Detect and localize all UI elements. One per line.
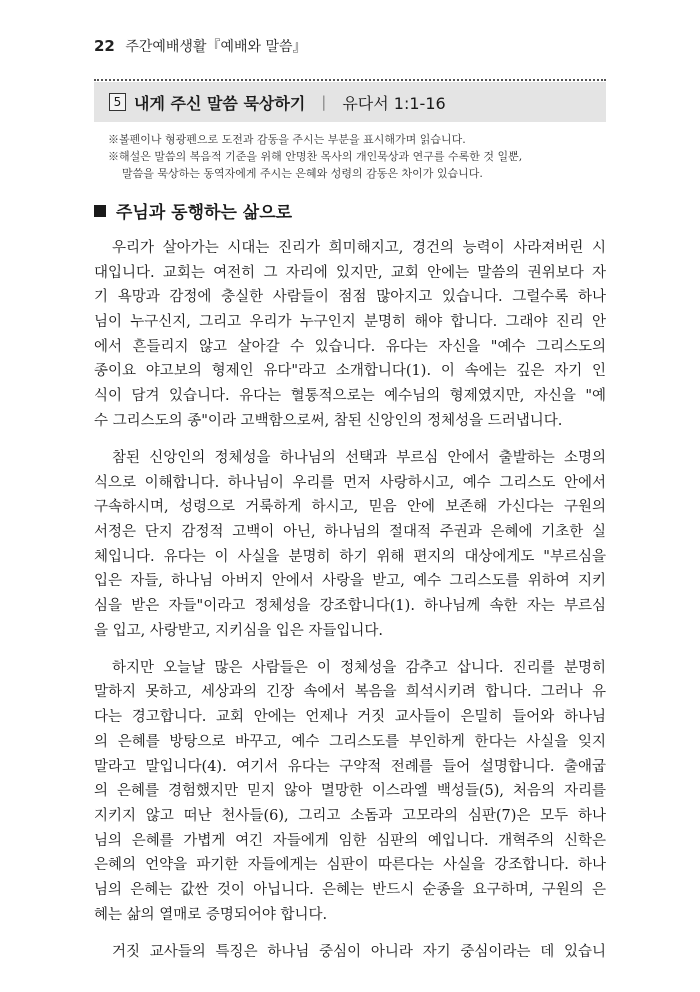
section-separator: |	[321, 93, 327, 111]
text-line: 참된 신앙인의 정체성을 하나님의 선택과 부르심 안에서 출발하는 소명의	[112, 449, 606, 466]
text-line: 식이 담겨 있습니다. 유다는 혈통적으로는 예수님의 형제였지만, 자신을 "예	[94, 388, 606, 405]
text-line: 다는 경고합니다. 교회 안에는 언제나 거짓 교사들이 은밀히 들어와 하나님	[94, 709, 606, 726]
text-line: 거짓 교사들의 특징은 하나님 중심이 아니라 자기 중심이라는 데 있습니	[112, 943, 606, 960]
note-line: ※볼펜이나 형광펜으로 도전과 감동을 주시는 부분을 표시해가며 읽습니다.	[108, 133, 466, 146]
text-line: 님의 은혜를 가볍게 여긴 자들에게 임한 심판의 예입니다. 개혁주의 신학은	[94, 832, 606, 849]
text-line: 식으로 이해합니다. 하나님이 우리를 먼저 사랑하시고, 예수 그리스도 안에서	[94, 474, 606, 491]
subheading-text: 주님과 동행하는 삶으로	[116, 203, 293, 223]
section-banner	[94, 82, 606, 122]
scripture-reference: 유다서 1:1-16	[342, 93, 446, 113]
text-line: 대입니다. 교회는 여전히 그 자리에 있지만, 교회 안에는 말씀의 권위보다 자	[94, 264, 606, 281]
text-line: 서정은 단지 감정적 고백이 아닌, 하나님의 절대적 주권과 은혜에 기초한 실	[94, 523, 606, 540]
running-header	[94, 36, 307, 56]
note-line: 말씀을 묵상하는 동역자에게 주시는 은혜와 성령의 감동은 차이가 있습니다.	[122, 167, 483, 180]
text-line: 님이 누구신지, 그리고 우리가 누구인지 분명히 해야 합니다. 그래야 진리 안	[94, 314, 606, 331]
paragraph	[94, 236, 606, 434]
section-title: 내게 주신 말씀 묵상하기	[134, 93, 306, 113]
text-line: 님의 은혜는 값싼 것이 아닙니다. 은혜는 반드시 순종을 요구하며, 구원의 은	[94, 881, 606, 898]
text-line: 구속하시며, 성령으로 거룩하게 하시고, 믿음 안에 보존해 가신다는 구원의	[94, 499, 606, 516]
text-line: 지키지 않고 떠난 천사들(6), 그리고 소돔과 고모라의 심판(7)은 모두 하나	[94, 807, 606, 824]
text-line: 하지만 오늘날 많은 사람들은 이 정체성을 감추고 삽니다. 진리를 분명히	[112, 659, 606, 676]
text-line: 은혜의 언약을 파기한 자들에게는 심판이 따른다는 사실을 강조합니다. 하나	[94, 857, 606, 874]
page-number: 22	[94, 37, 115, 55]
text-line: 의 은혜를 경험했지만 믿지 않아 멸망한 이스라엘 백성들(5), 처음의 자리를	[94, 783, 606, 800]
text-line: 을 입고, 사랑받고, 지키심을 입은 자들입니다.	[94, 622, 383, 639]
text-line: 종이요 야고보의 형제인 유다"라고 소개합니다(1). 이 속에는 깊은 자기 인	[94, 363, 606, 380]
text-line: 입은 자들, 하나님 아버지 안에서 사랑을 받고, 예수 그리스도를 위하여 지키	[94, 573, 606, 590]
dotted-divider	[94, 79, 606, 81]
text-line: 혜는 삶의 열매로 증명되어야 합니다.	[94, 906, 328, 923]
paragraph	[94, 656, 606, 928]
subheading	[94, 198, 292, 223]
text-line: 에서 흔들리지 않고 살아갈 수 있습니다. 유다는 자신을 "예수 그리스도의	[94, 338, 606, 355]
text-line: 심을 받은 자들"이라고 정체성을 강조합니다(1). 하나님께 속한 자는 부르심	[94, 598, 606, 615]
text-line: 우리가 살아가는 시대는 진리가 희미해지고, 경건의 능력이 사라져버린 시	[112, 240, 606, 256]
running-title: 주간예배생활『예배와 말씀』	[125, 39, 307, 55]
reading-notes	[108, 131, 578, 182]
article-body	[94, 236, 606, 977]
paragraph	[94, 940, 606, 965]
section-number-box: 5	[109, 93, 126, 111]
square-bullet-icon	[94, 205, 106, 217]
text-line: 말하지 못하고, 세상과의 긴장 속에서 복음을 희석시키려 합니다. 그러나 유	[94, 684, 606, 701]
text-line: 기 욕망과 감정에 충실한 사람들이 점점 많아지고 있습니다. 그럴수록 하나	[94, 289, 606, 306]
text-line: 말라고 말입니다(4). 여기서 유다는 구약적 전례를 들어 설명합니다. 출애굽	[94, 758, 606, 775]
text-line: 체입니다. 유다는 이 사실을 분명히 하기 위해 편지의 대상에게도 "부르심을	[94, 548, 606, 565]
text-line: 수 그리스도의 종"이라 고백함으로써, 참된 신앙인의 정체성을 드러냅니다.	[94, 412, 563, 429]
note-line: ※해설은 말씀의 복음적 기준을 위해 안명찬 목사의 개인묵상과 연구를 수록한 것 일뿐,	[108, 150, 523, 163]
paragraph	[94, 446, 606, 644]
text-line: 의 은혜를 방탕으로 바꾸고, 예수 그리스도를 부인하게 한다는 사실을 잊지	[94, 733, 606, 750]
